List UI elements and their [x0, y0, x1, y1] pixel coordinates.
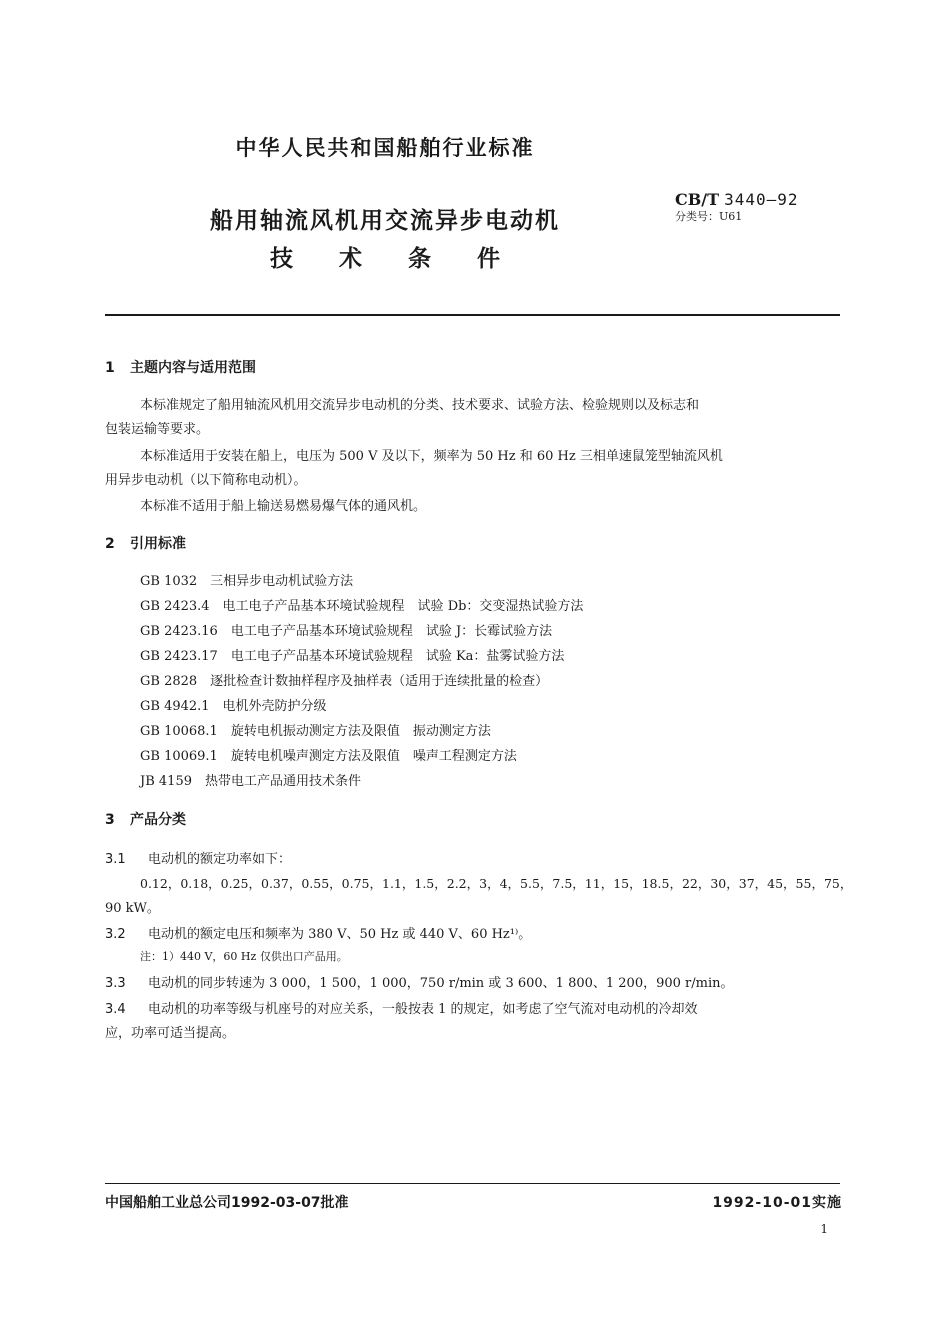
reference-item: JB 4159 热带电工产品通用技术条件 — [140, 774, 361, 789]
clause-text: 电动机的额定功率如下： — [148, 852, 292, 867]
clause-3-3 — [105, 972, 734, 991]
clause-3-2 — [105, 923, 531, 942]
reference-item: GB 2423.4 电工电子产品基本环境试验规程 试验 Db：交变湿热试验方法 — [140, 599, 584, 614]
page-number: 1 — [820, 1222, 828, 1236]
clause-text: 电动机的同步转速为 3 000，1 500，1 000，750 r/min 或 3 600、1 800、1 200，900 r/min。 — [148, 976, 734, 991]
power-values: 0.12，0.18，0.25，0.37，0.55，0.75，1.1，1.5，2.2，3，4，5.5，7.5，11，15，18.5，22，30，37，45，55，75， — [140, 876, 853, 891]
reference-item: GB 10069.1 旋转电机噪声测定方法及限值 噪声工程测定方法 — [140, 749, 517, 764]
paragraph: 本标准不适用于船上输送易燃易爆气体的通风机。 — [140, 499, 427, 514]
section-title: 产品分类 — [130, 812, 186, 828]
section-number: 1 — [105, 360, 115, 376]
clause-number: 3.1 — [105, 852, 126, 867]
clause-3-4-cont: 应，功率可适当提高。 — [105, 1026, 236, 1041]
clause-3-1 — [105, 848, 291, 867]
clause-text: 电动机的额定电压和频率为 380 V、50 Hz 或 440 V、60 Hz¹⁾。 — [148, 927, 532, 942]
reference-item: GB 2423.17 电工电子产品基本环境试验规程 试验 Ka：盐雾试验方法 — [140, 649, 565, 664]
standard-code — [675, 190, 799, 209]
section-number: 3 — [105, 812, 115, 828]
document-title: 船用轴流风机用交流异步电动机 — [210, 208, 560, 234]
clause-number: 3.2 — [105, 927, 126, 942]
paragraph: 本标准适用于安装在船上，电压为 500 V 及以下，频率为 50 Hz 和 60 Hz 三相单速鼠笼型轴流风机 — [140, 449, 723, 464]
section-2-heading — [105, 533, 186, 553]
clause-text: 电动机的功率等级与机座号的对应关系，一般按表 1 的规定，如考虑了空气流对电动机的冷却效 — [148, 1002, 698, 1017]
clause-3-4 — [105, 998, 698, 1017]
approval-line: 中国船舶工业总公司1992-03-07批准 — [105, 1195, 349, 1211]
section-title: 主题内容与适用范围 — [130, 360, 256, 376]
paragraph: 用异步电动机（以下简称电动机）。 — [105, 473, 307, 488]
reference-item: GB 2423.16 电工电子产品基本环境试验规程 试验 J：长霉试验方法 — [140, 624, 553, 639]
document-subtitle: 技术条件 — [270, 246, 546, 272]
footnote: 注：1）440 V，60 Hz 仅供出口产品用。 — [140, 950, 348, 963]
effective-date: 1992-10-01实施 — [712, 1195, 842, 1211]
header-divider — [105, 314, 840, 316]
reference-item: GB 4942.1 电机外壳防护分级 — [140, 699, 327, 714]
standard-name: 中华人民共和国船舶行业标准 — [235, 136, 535, 160]
section-number: 2 — [105, 536, 115, 552]
paragraph: 本标准规定了船用轴流风机用交流异步电动机的分类、技术要求、试验方法、检验规则以及标志和 — [140, 398, 700, 413]
section-3-heading — [105, 809, 186, 829]
section-title: 引用标准 — [130, 536, 186, 552]
footer-divider — [105, 1183, 840, 1184]
power-values-end: 90 kW。 — [105, 901, 160, 916]
reference-item: GB 10068.1 旋转电机振动测定方法及限值 振动测定方法 — [140, 724, 491, 739]
classification-number: 分类号：U61 — [675, 210, 743, 223]
code-number: 3440—92 — [724, 190, 799, 209]
code-prefix: CB/T — [675, 190, 720, 209]
reference-item: GB 2828 逐批检查计数抽样程序及抽样表（适用于连续批量的检查） — [140, 674, 549, 689]
reference-item: GB 1032 三相异步电动机试验方法 — [140, 574, 354, 589]
section-1-heading — [105, 357, 256, 377]
clause-number: 3.3 — [105, 976, 126, 991]
clause-number: 3.4 — [105, 1002, 126, 1017]
paragraph: 包装运输等要求。 — [105, 422, 210, 437]
